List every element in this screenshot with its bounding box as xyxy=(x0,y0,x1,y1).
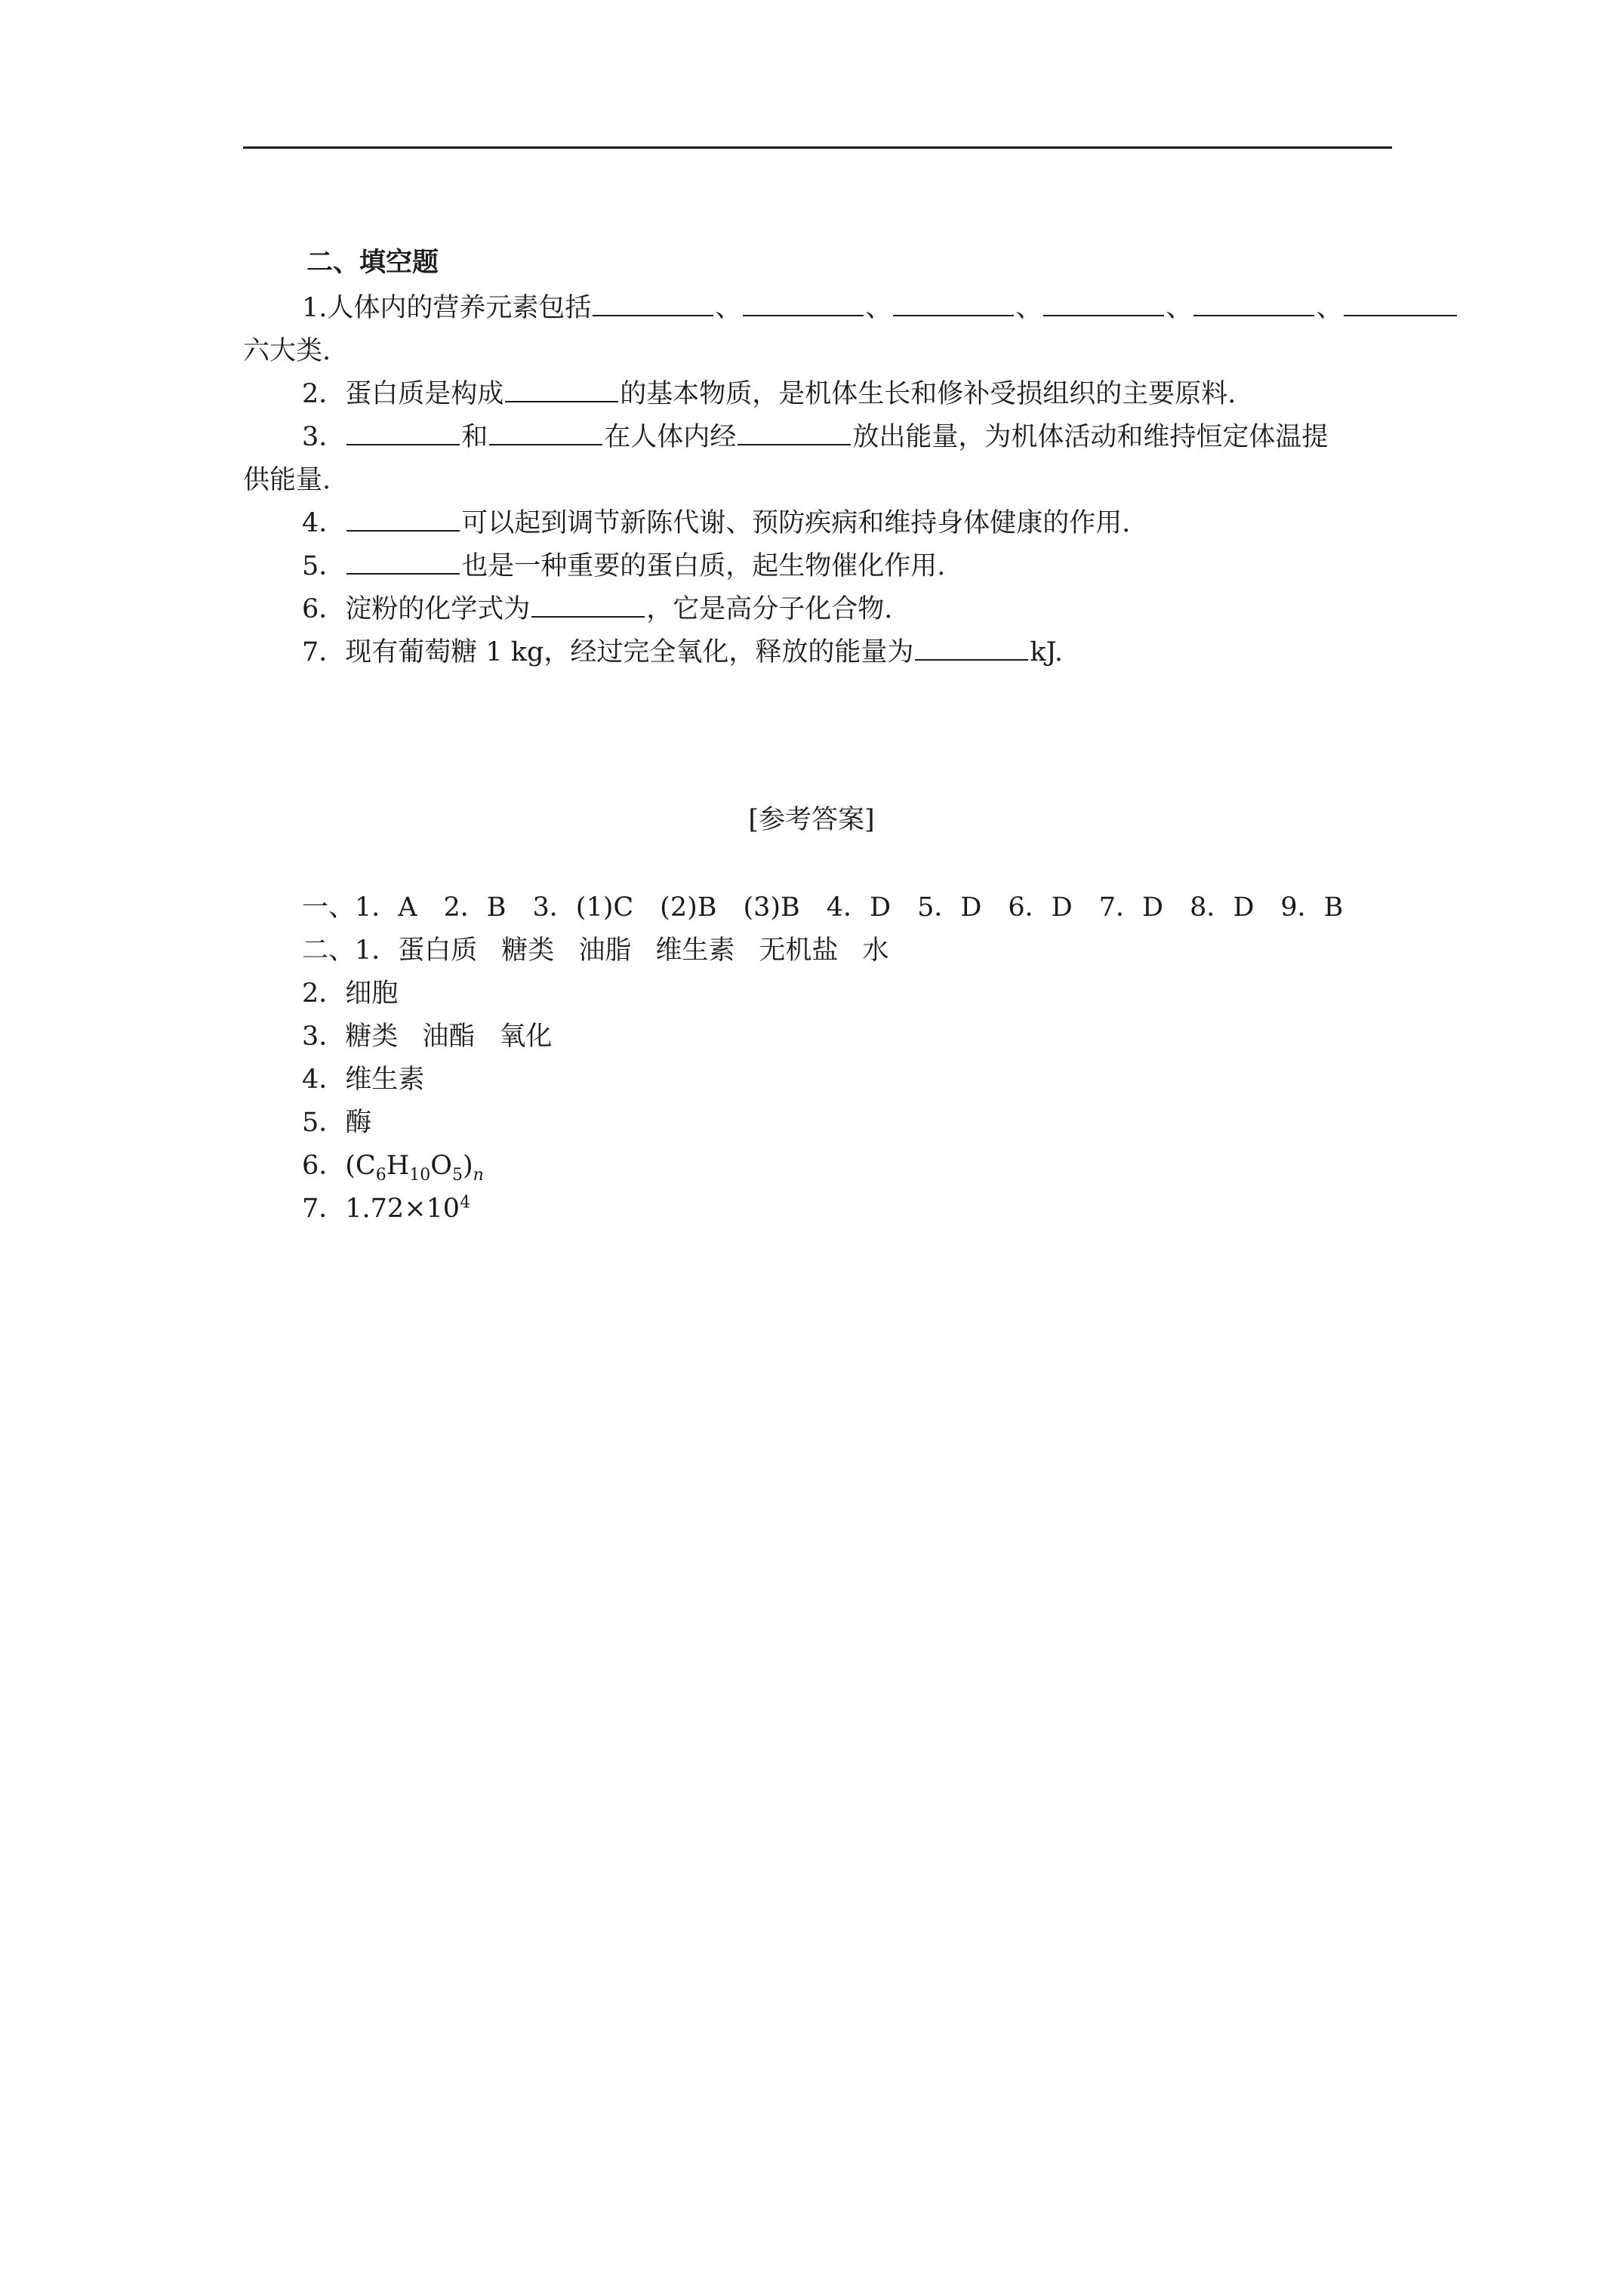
blank xyxy=(915,636,1028,661)
answers-part2: 二、1．蛋白质 糖类 油脂 维生素 无机盐 水 xyxy=(302,935,889,966)
answer-4: 4．维生素 xyxy=(302,1065,425,1095)
question-7: 7．现有葡萄糖 1 kg，经过完全氧化，释放的能量为 kJ. xyxy=(302,637,1064,667)
answer-7: 7．$1.72\times 10^4$ xyxy=(302,1193,471,1224)
section-title: 二、填空题 xyxy=(306,247,439,278)
q1-text: 1.人体内的营养元素包括 xyxy=(302,293,592,323)
answers-title: [参考答案] xyxy=(748,805,875,835)
answer-2: 2．细胞 xyxy=(302,978,399,1009)
blank xyxy=(346,507,460,532)
question-2: 2．蛋白质是构成 的基本物质，是机体生长和修补受损组织的主要原料. xyxy=(302,379,1236,409)
blank xyxy=(1193,292,1314,316)
section-heading xyxy=(306,246,439,279)
question-5: 5． 也是一种重要的蛋白质，起生物催化作用. xyxy=(302,551,946,581)
answers-part1: 一、1．A 2．B 3．(1)C (2)B (3)B 4．D 5．D 6．D 7．D 8．D 9．B xyxy=(302,892,1344,923)
answer-6: 6．$(C_6H_{10}O_5)_n$ xyxy=(302,1151,484,1185)
question-3: 3． 和 在人体内经 放出能量，为机体活动和维持恒定体温提 xyxy=(302,422,1329,452)
blank xyxy=(893,292,1014,316)
question-3-cont: 供能量. xyxy=(243,465,331,495)
answer-3: 3．糖类 油酯 氧化 xyxy=(302,1022,553,1052)
header-rule xyxy=(243,146,1392,149)
blank xyxy=(505,378,618,402)
blank xyxy=(738,421,851,445)
blank xyxy=(346,421,460,445)
blank xyxy=(346,550,460,575)
question-1-cont xyxy=(243,334,331,368)
blank xyxy=(593,292,713,316)
question-6: 6．淀粉的化学式为 ，它是高分子化合物. xyxy=(302,594,893,624)
blank xyxy=(489,421,602,445)
question-4: 4． 可以起到调节新陈代谢、预防疾病和维持身体健康的作用. xyxy=(302,508,1131,538)
blank xyxy=(531,593,645,618)
answer-5: 5．酶 xyxy=(302,1108,372,1138)
question-1: 1.人体内的营养元素包括 、 、 、 、 、 xyxy=(302,291,1458,325)
blank xyxy=(1043,292,1164,316)
blank xyxy=(1344,292,1457,316)
blank xyxy=(743,292,864,316)
q1-after: 六大类. xyxy=(243,336,331,366)
